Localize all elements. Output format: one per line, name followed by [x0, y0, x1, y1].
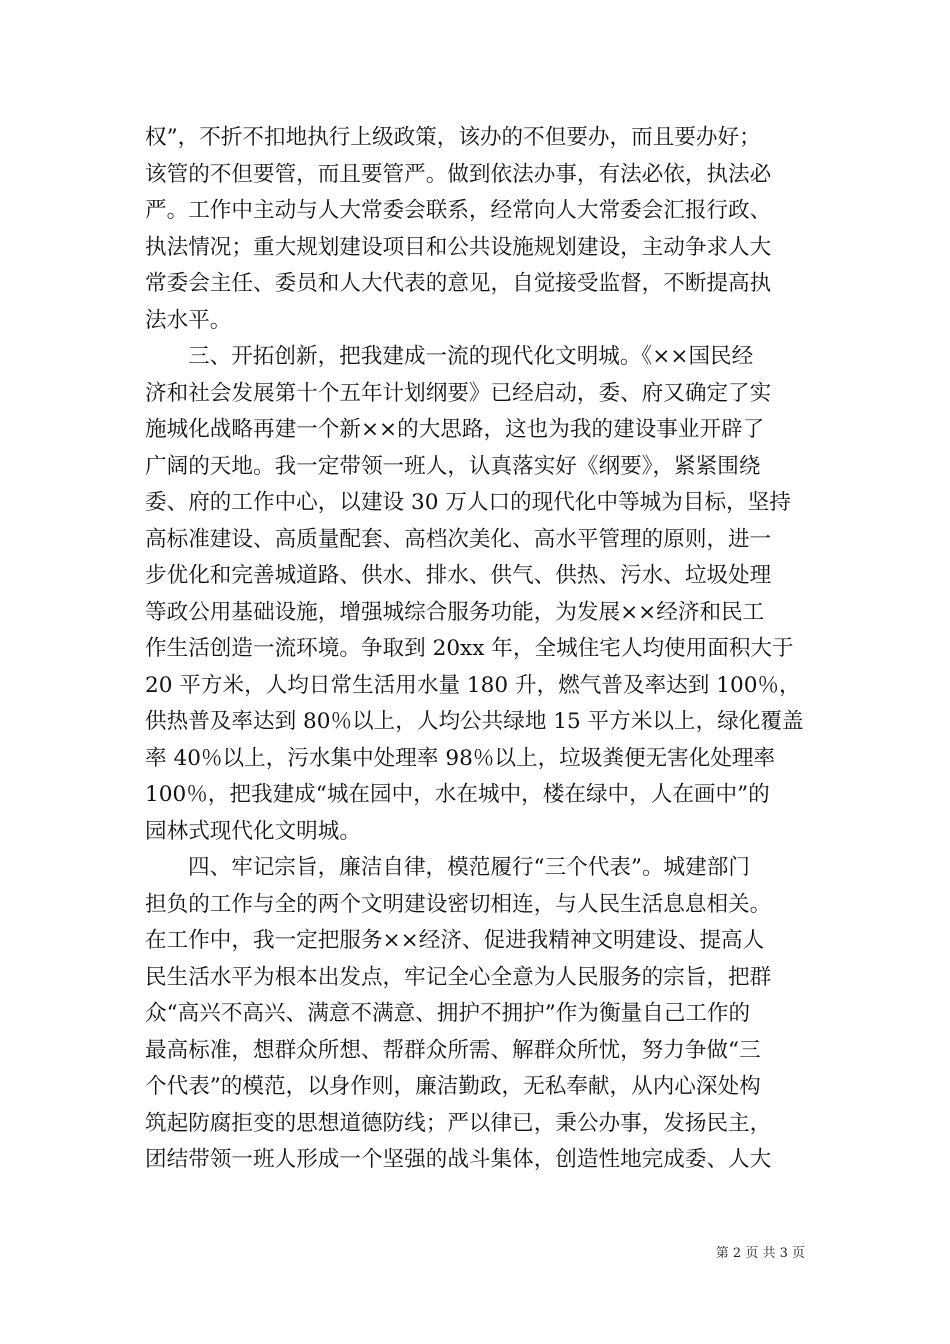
text-line: 供热普及率达到 80％以上，人均公共绿地 15 平方米以上，绿化覆盖: [145, 709, 804, 734]
text-line: 园林式现代化文明城。: [145, 818, 361, 844]
text-line: 权”，不折不扣地执行上级政策，该办的不但要办，而且要办好；: [145, 125, 761, 150]
page-number: 第 2 页 共 3 页: [715, 1246, 805, 1261]
text-line: 高标准建设、高质量配套、高档次美化、高水平管理的原则，进一: [145, 526, 772, 552]
text-line: 法水平。: [145, 307, 232, 333]
text-line: 作生活创造一流环境。争取到 20xx 年，全城住宅人均使用面积大于: [145, 636, 794, 661]
text-line: 民生活水平为根本出发点，牢记全心全意为人民服务的宗旨，把群: [145, 964, 772, 990]
document-body: [145, 120, 807, 1179]
text-line: 20 平方米，人均日常生活用水量 180 升，燃气普及率达到 100％，: [145, 672, 801, 698]
text-line: 该管的不但要管，而且要管严。做到依法办事，有法必依，执法必: [145, 161, 772, 187]
text-line: 常委会主任、委员和人大代表的意见，自觉接受监督，不断提高执: [145, 271, 772, 296]
text-line: 济和社会发展第十个五年计划纲要》已经启动，委、府又确定了实: [145, 380, 772, 406]
text-line: 担负的工作与全的两个文明建设密切相连，与人民生活息息相关。: [145, 891, 772, 917]
text-line: 严。工作中主动与人大常委会联系，经常向人大常委会汇报行政、: [145, 198, 772, 223]
text-line: 施城化战略再建一个新××的大思路，这也为我的建设事业开辟了: [145, 417, 765, 442]
text-line: 100％，把我建成“城在园中，水在城中，楼在绿中，人在画中”的: [145, 782, 770, 807]
text-line: 步优化和完善城道路、供水、排水、供气、供热、污水、垃圾处理: [145, 563, 772, 588]
text-line: 等政公用基础设施，增强城综合服务功能，为发展××经济和民工: [145, 599, 765, 625]
text-line: 广阔的天地。我一定带领一班人，认真落实好《纲要》，紧紧围绕: [145, 453, 761, 479]
text-line: 最高标准，想群众所想、帮群众所需、解群众所忧，努力争做“三: [145, 1037, 761, 1063]
text-line: 率 40％以上，污水集中处理率 98％以上，垃圾粪便无害化处理率: [145, 745, 776, 771]
section-three-first-line: 三、开拓创新，把我建成一流的现代化文明城。《××国民经: [188, 344, 754, 369]
text-line: 筑起防腐拒变的思想道德防线；严以律已，秉公办事，发扬民主，: [145, 1110, 772, 1136]
section-four-first-line: 四、牢记宗旨，廉洁自律，模范履行“三个代表”。城建部门: [188, 855, 750, 880]
text-line: 众“高兴不高兴、满意不满意、拥护不拥护”作为衡量自己工作的: [145, 1001, 751, 1026]
text-line: 在工作中，我一定把服务××经济、促进我精神文明建设、提高人: [145, 928, 765, 953]
page-footer: [0, 1243, 950, 1265]
text-line: 团结带领一班人形成一个坚强的战斗集体，创造性地完成委、人大: [145, 1147, 772, 1172]
text-line: 执法情况；重大规划建设项目和公共设施规划建设，主动争求人大: [145, 234, 772, 260]
text-line: 个代表”的模范，以身作则，廉洁勤政，无私奉献，从内心深处构: [145, 1074, 761, 1099]
text-line: 委、府的工作中心，以建设 30 万人口的现代化中等城为目标，坚持: [145, 490, 791, 515]
